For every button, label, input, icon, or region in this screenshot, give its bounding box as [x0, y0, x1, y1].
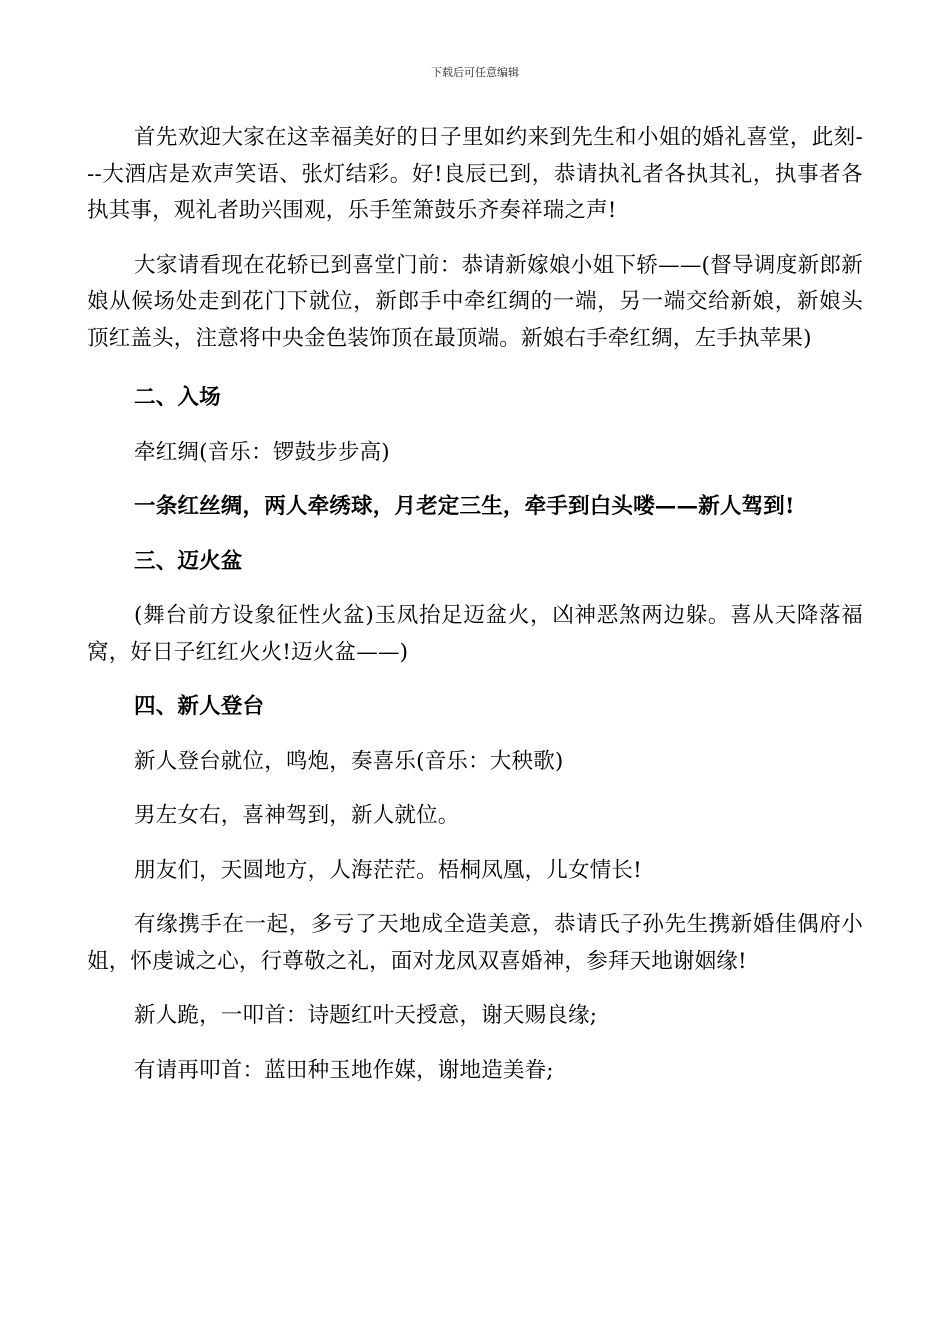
document-body	[87, 120, 863, 1089]
paragraph-couple-arrive: 一条红丝绸，两人牵绣球，月老定三生，牵手到白头喽——新人驾到!	[134, 494, 795, 519]
section-heading-entrance: 二、入场	[134, 385, 221, 410]
paragraph-friends: 朋友们，天圆地方，人海茫茫。梧桐凤凰，儿女情长!	[134, 857, 642, 883]
section-heading-stage: 四、新人登台	[134, 694, 265, 719]
paragraph-stage-music: 新人登台就位，鸣炮，奏喜乐(音乐：大秧歌)	[134, 748, 564, 774]
paragraph-welcome: 首先欢迎大家在这幸福美好的日子里如约来到先生和小姐的婚礼喜堂，此刻---大酒店是欢声笑语、张灯结彩。好!良辰已到，恭请执礼者各执其礼，执事者各执其事，观礼者助兴围观，乐手笙箫鼓乐齐奏祥瑞之声!	[87, 125, 863, 223]
paragraph-red-silk: 牵红绸(音乐：锣鼓步步高)	[134, 439, 390, 465]
section-heading-fire-basin: 三、迈火盆	[134, 548, 243, 574]
paragraph-positions: 男左女右，喜神驾到，新人就位。	[134, 803, 460, 828]
paragraph-second-bow: 有请再叩首：蓝田种玉地作媒，谢地造美眷;	[134, 1057, 554, 1083]
paragraph-sedan-arrival: 大家请看现在花轿已到喜堂门前：恭请新嫁娘小姐下轿——(督导调度新郎新娘从候场处走到花门下就位，新郎手中牵红绸的一端，另一端交给新娘，新娘头顶红盖头，注意将中央金色装饰顶在最顶端。新娘右手牵红绸，左手执苹果)	[87, 252, 863, 351]
page-header: 下载后可任意编辑	[431, 66, 519, 79]
paragraph-worship: 有缘携手在一起，多亏了天地成全造美意，恭请氏子孙先生携新婚佳偶府小姐，怀虔诚之心，行尊敬之礼，面对龙凤双喜婚神，参拜天地谢姻缘!	[87, 912, 863, 974]
paragraph-fire-basin: (舞台前方设象征性火盆)玉凤抬足迈盆火，凶神恶煞两边躲。喜从天降落福窝，好日子红红火火!迈火盆——)	[87, 603, 863, 665]
paragraph-first-bow: 新人跪，一叩首：诗题红叶天授意，谢天赐良缘;	[134, 1003, 598, 1028]
